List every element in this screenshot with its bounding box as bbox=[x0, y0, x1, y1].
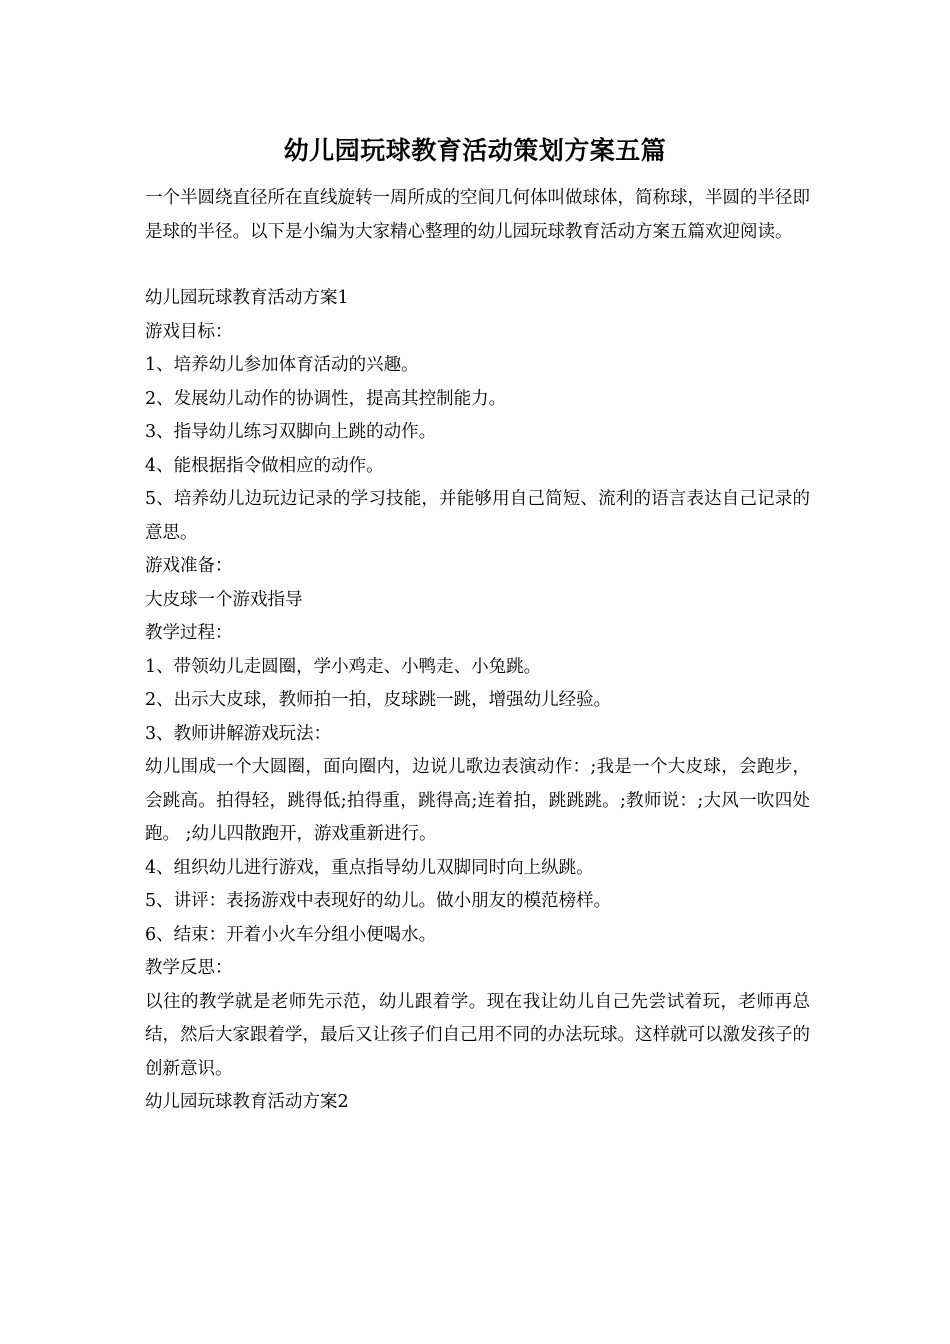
process-item-4: 4、组织幼儿进行游戏，重点指导幼儿双脚同时向上纵跳。 bbox=[145, 857, 594, 878]
process-item-3: 3、教师讲解游戏玩法： bbox=[145, 723, 332, 744]
reflection-paragraph: 以往的教学就是老师先示范，幼儿跟着学。现在我让幼儿自己先尝试着玩，老师再总结，然后大家跟着学，最后又让孩子们自己用不同的办法玩球。这样就可以激发孩子的创新意识。 bbox=[145, 991, 810, 1079]
game-rules-paragraph: 幼儿围成一个大圆圈，面向圈内，边说儿歌边表演动作：;我是一个大皮球，会跑步，会跳高。拍得轻，跳得低;拍得重，跳得高;连着拍，跳跳跳。;教师说：;大风一吹四处跑。 ;幼儿四散跑开，游戏重新进行。 bbox=[145, 757, 810, 844]
goal-item-5: 5、培养幼儿边玩边记录的学习技能，并能够用自己简短、流利的语言表达自己记录的意思。 bbox=[145, 489, 810, 543]
process-item-2: 2、出示大皮球，教师拍一拍，皮球跳一跳，增强幼儿经验。 bbox=[145, 690, 612, 710]
document-title: 幼儿园玩球教育活动策划方案五篇 bbox=[283, 136, 667, 165]
goal-item-2: 2、发展幼儿动作的协调性，提高其控制能力。 bbox=[145, 388, 507, 409]
goal-item-1: 1、培养幼儿参加体育活动的兴趣。 bbox=[145, 355, 419, 375]
process-item-5: 5、讲评：表扬游戏中表现好的幼儿。做小朋友的模范榜样。 bbox=[145, 891, 612, 911]
intro-paragraph: 一个半圆绕直径所在直线旋转一周所成的空间几何体叫做球体，简称球，半圆的半径即是球的半径。以下是小编为大家精心整理的幼儿园玩球教育活动方案五篇欢迎阅读。 bbox=[145, 188, 810, 242]
process-item-6: 6、结束：开着小火车分组小便喝水。 bbox=[145, 924, 437, 945]
subheading-reflection: 教学反思： bbox=[145, 958, 233, 978]
section-heading-1: 幼儿园玩球教育活动方案1 bbox=[145, 288, 349, 308]
process-item-1: 1、带领幼儿走圆圈，学小鸡走、小鸭走、小兔跳。 bbox=[145, 656, 542, 677]
goal-item-4: 4、能根据指令做相应的动作。 bbox=[145, 455, 384, 476]
subheading-game-goals: 游戏目标： bbox=[145, 321, 233, 342]
subheading-teaching-process: 教学过程： bbox=[145, 623, 233, 643]
goal-item-3: 3、指导幼儿练习双脚向上跳的动作。 bbox=[145, 422, 437, 442]
section-heading-2: 幼儿园玩球教育活动方案2 bbox=[145, 1092, 349, 1112]
document-body bbox=[145, 182, 810, 1120]
subheading-game-prep: 游戏准备： bbox=[145, 556, 233, 576]
paragraph-spacer bbox=[145, 249, 810, 282]
prep-text: 大皮球一个游戏指导 bbox=[145, 589, 303, 610]
